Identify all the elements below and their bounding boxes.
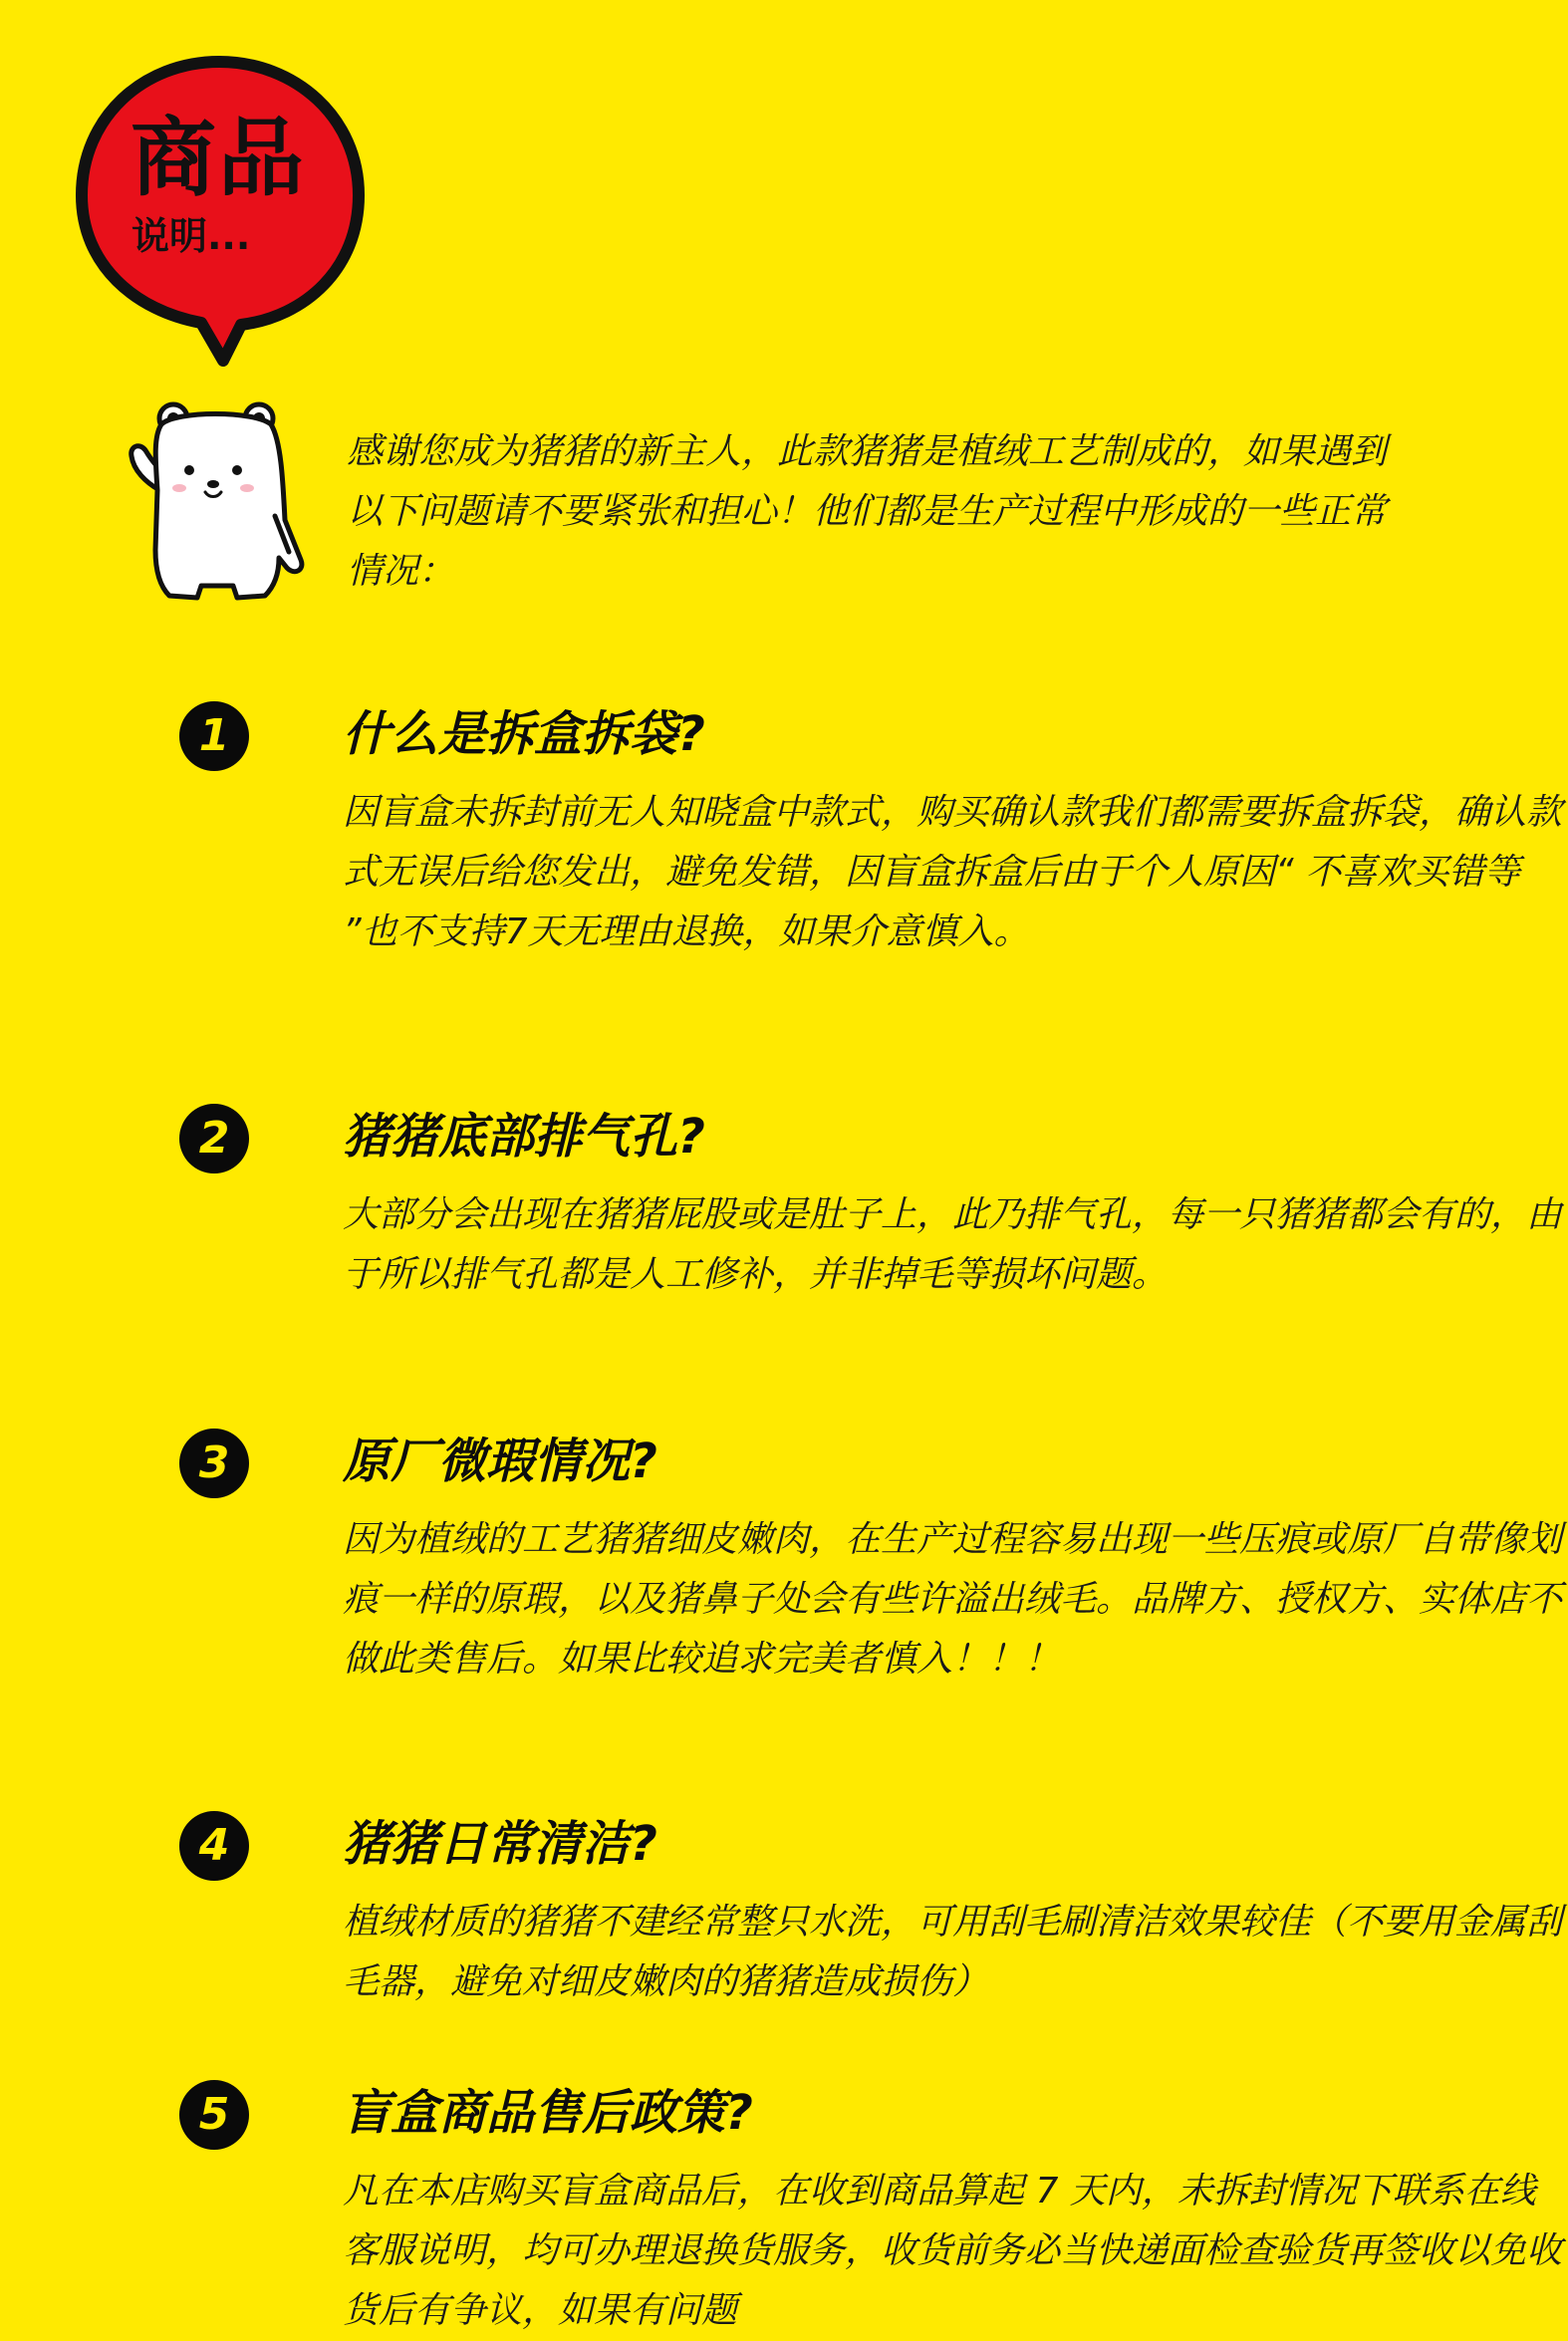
section-title: 原厂微瑕情况? bbox=[343, 1433, 657, 1489]
section-body: 凡在本店购买盲盒商品后，在收到商品算起 7 天内，未拆封情况下联系在线客服说明，均可办理退换货服务，收货前务必当快递面检查验货再签收以免收货后有争议，如果有问题 bbox=[343, 2171, 1563, 2331]
section-body: 大部分会出现在猪猪屁股或是肚子上，此乃排气孔，每一只猪猪都会有的，由于所以排气孔都是人工修补，并非掉毛等损坏问题。 bbox=[343, 1194, 1563, 1295]
product-notes-badge bbox=[74, 56, 365, 367]
speech-bubble-icon bbox=[74, 56, 365, 367]
section-body: 因盲盒未拆封前无人知晓盒中款式，购买确认款我们都需要拆盒拆袋，确认款式无误后给您发出，避免发错，因盲盒拆盒后由于个人原因“ 不喜欢买错等 ”也不支持7天无理由退换，如果介意慎入。 bbox=[343, 792, 1563, 952]
number-badge: 2 bbox=[179, 1104, 249, 1173]
number-badge: 4 bbox=[179, 1811, 249, 1881]
faq-section-3 bbox=[179, 1425, 1563, 1763]
section-title: 什么是拆盒拆袋? bbox=[343, 706, 705, 762]
number-badge: 3 bbox=[179, 1429, 249, 1498]
section-title: 猪猪底部排气孔? bbox=[343, 1109, 705, 1165]
intro-text: 感谢您成为猪猪的新主人，此款猪猪是植绒工艺制成的，如果遇到以下问题请不要紧张和担心！他们都是生产过程中形成的一些正常情况： bbox=[347, 431, 1388, 592]
section-title: 猪猪日常清洁? bbox=[343, 1816, 657, 1872]
faq-section-2 bbox=[179, 1100, 1563, 1359]
faq-section-5 bbox=[179, 2076, 1563, 2331]
badge-subtitle: 说明... bbox=[131, 214, 251, 258]
number-badge: 5 bbox=[179, 2080, 249, 2150]
faq-section-1 bbox=[179, 697, 1563, 1036]
faq-section-4 bbox=[179, 1807, 1563, 2026]
section-body: 植绒材质的猪猪不建经常整只水洗，可用刮毛刷清洁效果较佳（不要用金属刮毛器，避免对细皮嫩肉的猪猪造成损伤） bbox=[343, 1902, 1563, 2002]
number-badge: 1 bbox=[179, 701, 249, 771]
badge-title: 商品 bbox=[131, 109, 306, 208]
section-title: 盲盒商品售后政策? bbox=[343, 2085, 753, 2141]
bear-mascot-icon bbox=[126, 400, 305, 606]
section-body: 因为植绒的工艺猪猪细皮嫩肉，在生产过程容易出现一些压痕或原厂自带像划痕一样的原瑕，以及猪鼻子处会有些许溢出绒毛。品牌方、授权方、实体店不做此类售后。如果比较追求完美者慎入！！！ bbox=[343, 1519, 1563, 1680]
